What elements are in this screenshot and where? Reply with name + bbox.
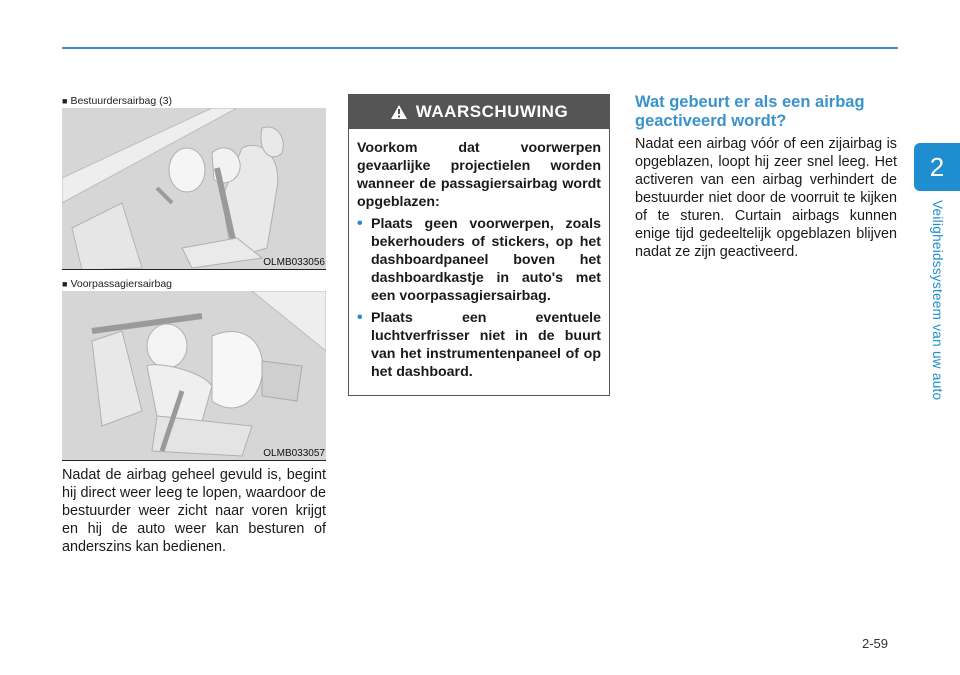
section-paragraph: Nadat een airbag vóór of een zijairbag is opgeblazen, loopt hij zeer snel leeg. Het activeren van een airbag verhindert de bestuurder niet door de voorruit te kijken of te sturen. Curtain airbags kunnen enige tijd gedeeltelijk opgeblazen blijven nadat ze zijn geactiveerd. bbox=[635, 136, 897, 260]
warning-box bbox=[348, 94, 610, 396]
caption-text: Bestuurdersairbag (3) bbox=[70, 95, 172, 107]
chapter-title: Veiligheidssysteem van uw auto bbox=[930, 200, 945, 401]
warning-triangle-icon bbox=[390, 104, 408, 120]
passenger-airbag-drawing bbox=[62, 291, 326, 461]
warning-bullet-text: Plaats geen voorwerpen, zoals bekerhouders of stickers, op het dashboardpaneel boven het dashboardkastje in auto's met een voorpassagiersairbag. bbox=[371, 216, 601, 304]
figure-caption bbox=[62, 277, 326, 291]
figure-caption bbox=[62, 94, 326, 108]
warning-intro: Voorkom dat voorwerpen gevaarlijke projectielen worden wanneer de passagiersairbag wordt opgeblazen: bbox=[357, 140, 601, 210]
chapter-number-tab: 2 bbox=[914, 143, 960, 191]
caption-text: Voorpassagiersairbag bbox=[70, 278, 173, 290]
bullet-marker: • bbox=[357, 309, 363, 326]
caption-marker: ■ bbox=[62, 279, 68, 289]
warning-body bbox=[349, 129, 609, 381]
top-rule bbox=[62, 47, 898, 49]
bullet-marker: • bbox=[357, 215, 363, 232]
figure-code: OLMB033056 bbox=[263, 257, 325, 268]
warning-title: WAARSCHUWING bbox=[415, 102, 569, 121]
left-paragraph: Nadat de airbag geheel gevuld is, begint hij direct weer leeg te lopen, waardoor de bestuurder weer zicht naar voren krijgt en hij de auto weer kan besturen of anderszins kan bedienen. bbox=[62, 467, 326, 555]
driver-airbag-illustration bbox=[62, 108, 326, 270]
warning-bullet bbox=[357, 309, 601, 381]
figure-divider bbox=[62, 269, 326, 270]
warning-header bbox=[349, 95, 609, 129]
page-number: 2-59 bbox=[862, 636, 889, 651]
warning-bullet bbox=[357, 215, 601, 305]
warning-bullet-text: Plaats een eventuele luchtverfrisser niet in de buurt van het instrumentenpaneel of op het dashboard. bbox=[371, 310, 601, 380]
driver-airbag-drawing bbox=[62, 108, 326, 270]
warning-list bbox=[357, 215, 601, 381]
caption-marker: ■ bbox=[62, 96, 68, 106]
figure-code: OLMB033057 bbox=[263, 448, 325, 459]
section-heading: Wat gebeurt er als een airbag geactiveerd wordt? bbox=[635, 93, 865, 130]
passenger-airbag-illustration bbox=[62, 291, 326, 461]
figure-driver-airbag bbox=[62, 94, 326, 270]
figure-divider bbox=[62, 460, 326, 461]
figure-passenger-airbag bbox=[62, 277, 326, 461]
